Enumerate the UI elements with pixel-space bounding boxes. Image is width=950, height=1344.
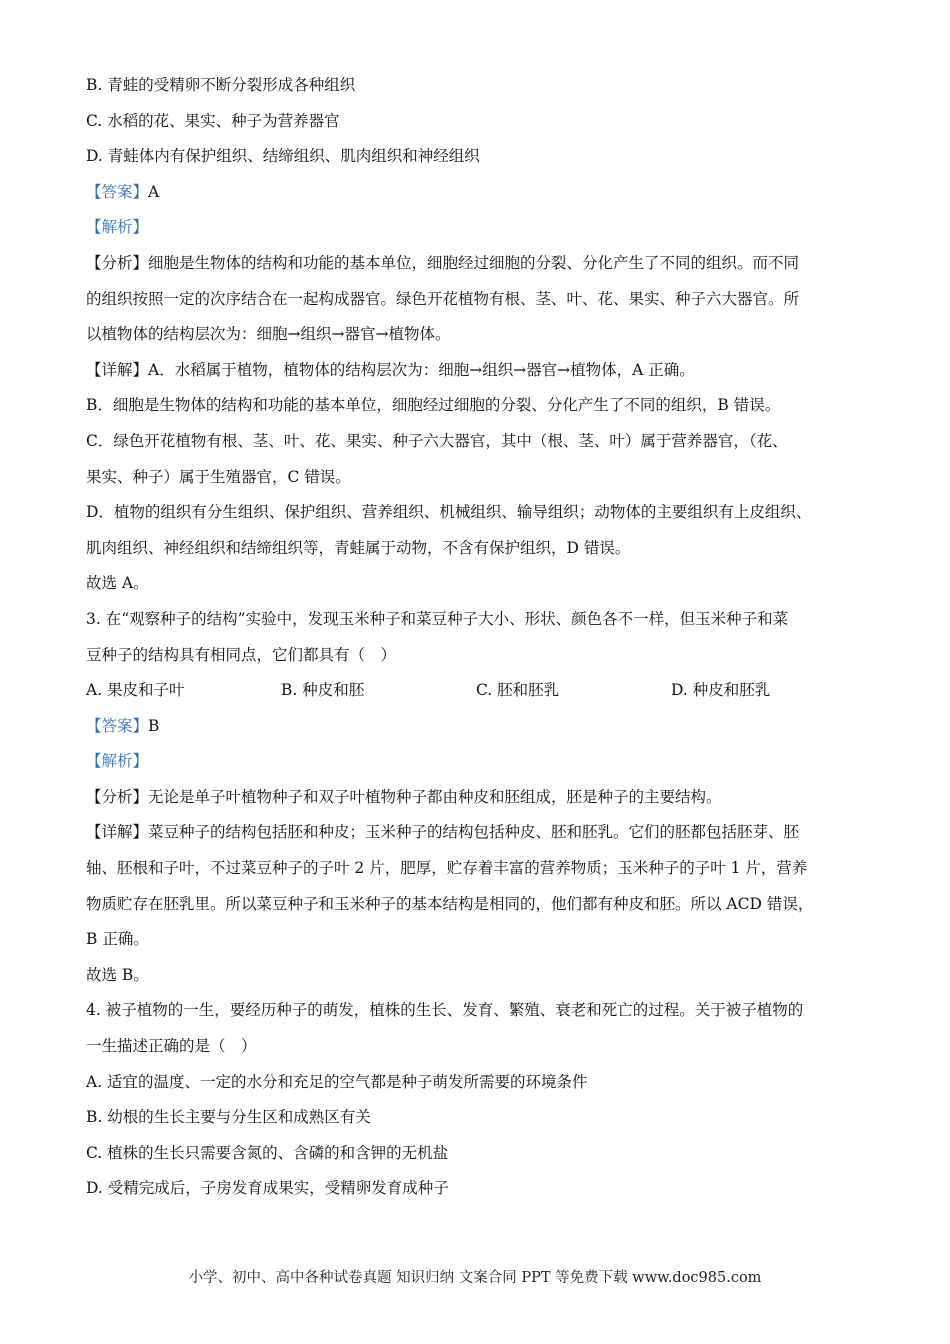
fenxi-line: 以植物体的结构层次为：细胞→组织→器官→植物体。 xyxy=(86,325,451,344)
fenxi-line xyxy=(86,780,866,816)
question-stem: 一生描述正确的是（ ） xyxy=(86,1037,257,1056)
analysis-line xyxy=(86,210,866,246)
answer-tag: 【答案】 xyxy=(86,716,149,735)
page-footer: 小学、初中、高中各种试卷真题 知识归纳 文案合同 PPT 等免费下载 www.doc985.com xyxy=(188,1270,762,1286)
option-a: A. 适宜的温度、一定的水分和充足的空气都是种子萌发所需要的环境条件 xyxy=(86,1072,588,1091)
fenxi-text: 细胞是生物体的结构和功能的基本单位，细胞经过细胞的分裂、分化产生了不同的组织。而不同 xyxy=(148,253,800,272)
xiangjie-line: C．绿色开花植物有根、茎、叶、花、果实、种子六大器官，其中（根、茎、叶）属于营养器官，（花、 xyxy=(86,431,788,450)
option-b: B. 种皮和胚 xyxy=(281,681,365,700)
xiangjie-line xyxy=(86,815,866,851)
xiangjie-line: 果实、种子）属于生殖器官，C 错误。 xyxy=(86,467,351,486)
question-stem: 4. 被子植物的一生，要经历种子的萌发，植株的生长、发育、繁殖、衰老和死亡的过程。关于被子植物的 xyxy=(86,1001,804,1020)
xiangjie-line: B．细胞是生物体的结构和功能的基本单位，细胞经过细胞的分裂、分化产生了不同的组织，B 错误。 xyxy=(86,396,781,415)
question-options xyxy=(86,673,866,709)
analysis-tag: 【解析】 xyxy=(86,752,149,771)
fenxi-tag: 【分析】 xyxy=(86,253,149,272)
option-d: D. 种皮和胚乳 xyxy=(671,681,771,700)
answer-line xyxy=(86,175,866,211)
option-line: D. 青蛙体内有保护组织、结缔组织、肌肉组织和神经组织 xyxy=(86,147,480,166)
answer-value: B xyxy=(148,716,160,735)
option-line: C. 水稻的花、果实、种子为营养器官 xyxy=(86,111,340,130)
option-b: B. 幼根的生长主要与分生区和成熟区有关 xyxy=(86,1108,371,1127)
conclusion-line: 故选 A。 xyxy=(86,574,149,593)
analysis-tag: 【解析】 xyxy=(86,218,149,237)
answer-tag: 【答案】 xyxy=(86,182,149,201)
xiangjie-line: B 正确。 xyxy=(86,930,149,949)
xiangjie-tag: 【详解】 xyxy=(86,360,149,379)
xiangjie-tag: 【详解】 xyxy=(86,823,149,842)
fenxi-line: 的组织按照一定的次序结合在一起构成器官。绿色开花植物有根、茎、叶、花、果实、种子六大器官。所 xyxy=(86,289,800,308)
xiangjie-line: 肌肉组织、神经组织和结缔组织等，青蛙属于动物，不含有保护组织，D 错误。 xyxy=(86,538,631,557)
question-stem: 3. 在“观察种子的结构”实验中，发现玉米种子和菜豆种子大小、形状、颜色各不一样，但玉米种子和菜 xyxy=(86,609,789,628)
question-stem: 豆种子的结构具有相同点，它们都具有（ ） xyxy=(86,645,397,664)
option-c: C. 植株的生长只需要含氮的、含磷的和含钾的无机盐 xyxy=(86,1143,449,1162)
fenxi-tag: 【分析】 xyxy=(86,787,149,806)
xiangjie-line: 物质贮存在胚乳里。所以菜豆种子和玉米种子的基本结构是相同的，他们都有种皮和胚。所以 ACD 错误， xyxy=(86,894,814,913)
answer-value: A xyxy=(148,182,160,201)
option-a: A. 果皮和子叶 xyxy=(86,681,185,700)
xiangjie-line: D．植物的组织有分生组织、保护组织、营养组织、机械组织、输导组织；动物体的主要组织有上皮组织、 xyxy=(86,503,812,522)
answer-line xyxy=(86,709,866,745)
fenxi-text: 无论是单子叶植物种子和双子叶植物种子都由种皮和胚组成，胚是种子的主要结构。 xyxy=(148,787,722,806)
conclusion-line: 故选 B。 xyxy=(86,965,149,984)
xiangjie-line: 轴、胚根和子叶，不过菜豆种子的子叶 2 片，肥厚，贮存着丰富的营养物质；玉米种子的子叶 1 片，营养 xyxy=(86,859,808,878)
option-line: B. 青蛙的受精卵不断分裂形成各种组织 xyxy=(86,76,356,94)
option-d: D. 受精完成后，子房发育成果实，受精卵发育成种子 xyxy=(86,1179,449,1198)
xiangjie-text: A．水稻属于植物，植物体的结构层次为：细胞→组织→器官→植物体，A 正确。 xyxy=(148,360,695,379)
analysis-line xyxy=(86,744,866,780)
xiangjie-line xyxy=(86,353,866,389)
option-c: C. 胚和胚乳 xyxy=(476,681,560,700)
document-content xyxy=(86,68,866,1207)
xiangjie-text: 菜豆种子的结构包括胚和种皮；玉米种子的结构包括种皮、胚和胚乳。它们的胚都包括胚芽、胚 xyxy=(148,823,800,842)
fenxi-line xyxy=(86,246,866,282)
